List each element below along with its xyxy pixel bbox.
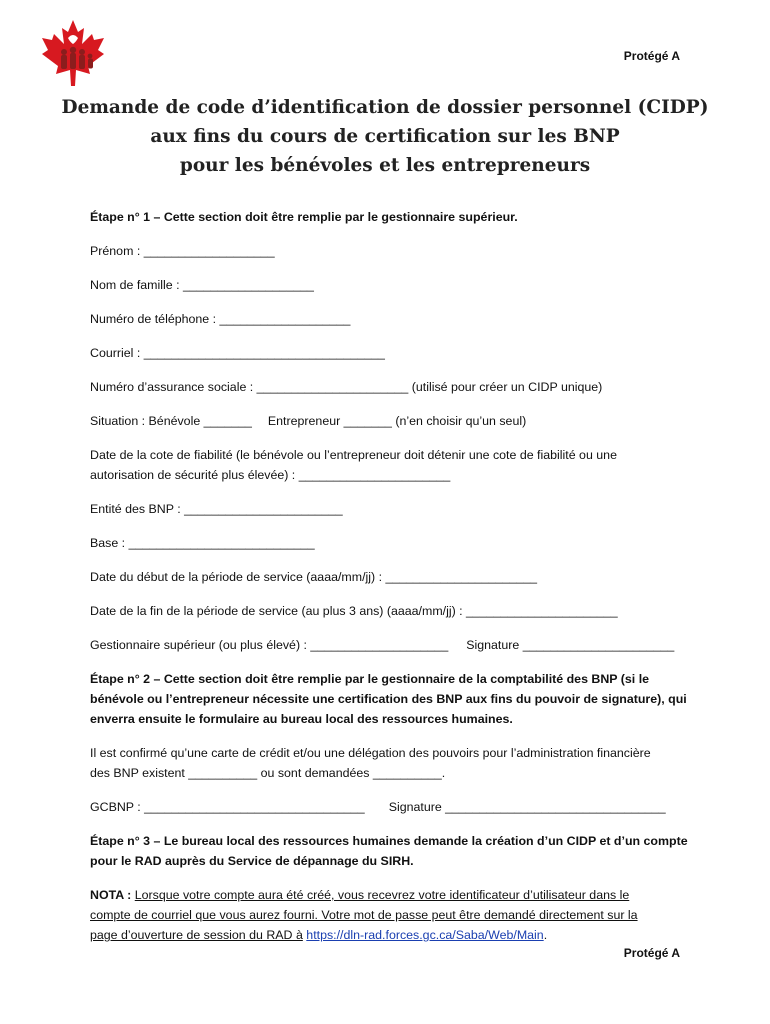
page-title <box>40 93 730 180</box>
nas-row <box>90 377 690 397</box>
confirm-line-1: Il est confirmé qu’une carte de crédit et/ou une délégation des pouvoirs pour l’administration financière <box>90 746 651 760</box>
cote-fiabilite-field[interactable] <box>90 445 690 485</box>
date-debut-field[interactable]: Date du début de la période de service (aaaa/mm/jj) : ______________________ <box>90 570 538 584</box>
nom-field[interactable]: Nom de famille : ___________________ <box>90 278 314 292</box>
title-line-3: pour les bénévoles et les entrepreneurs <box>179 155 591 176</box>
nota-line-2: compte de courriel que vous aurez fourni. Votre mot de passe peut être demandé directement sur la <box>90 908 638 922</box>
nas-note: (utilisé pour créer un CIDP unique) <box>411 380 603 394</box>
nas-field[interactable]: Numéro d’assurance sociale : ______________________ <box>90 380 409 394</box>
situation-entrepreneur-field[interactable]: Entrepreneur _______ (n’en choisir qu’un seul) <box>267 414 527 428</box>
step2-heading-line-3: enverra ensuite le formulaire au bureau local des ressources humaines. <box>90 712 513 726</box>
nota-paragraph <box>90 885 690 945</box>
form-body <box>90 207 690 959</box>
entite-field[interactable]: Entité des BNP : _______________________ <box>90 502 343 516</box>
title-line-1: Demande de code d’identification de dossier personnel (CIDP) <box>61 97 709 118</box>
gcbnp-signature-field[interactable]: Signature ________________________________ <box>388 800 666 814</box>
step3-heading <box>90 831 690 871</box>
courriel-field[interactable]: Courriel : ___________________________________ <box>90 346 385 360</box>
title-line-2: aux fins du cours de certification sur les BNP <box>150 126 620 147</box>
step2-heading-line-2: bénévole ou l’entrepreneur nécessite une certification des BNP aux fins du pouvoir de signature), qui <box>90 692 687 706</box>
gestionnaire-field[interactable]: Gestionnaire supérieur (ou plus élevé) : ____________________ <box>90 638 449 652</box>
nota-label: NOTA : <box>90 888 132 902</box>
step2-heading <box>90 669 690 729</box>
gcbnp-row <box>90 797 690 817</box>
date-fin-field[interactable]: Date de la fin de la période de service (au plus 3 ans) (aaaa/mm/jj) : ______________________ <box>90 604 618 618</box>
nota-line-3-suffix: . <box>543 928 548 942</box>
nota-line-3-prefix: page d’ouverture de session du RAD à <box>90 928 303 942</box>
confirmation-field[interactable] <box>90 743 690 783</box>
step3-heading-line-1: Étape n° 3 – Le bureau local des ressources humaines demande la création d’un CIDP et d’un compte <box>90 834 688 848</box>
base-field[interactable]: Base : ___________________________ <box>90 536 315 550</box>
maple-leaf-logo <box>40 18 106 88</box>
rad-login-link[interactable]: https://dln-rad.forces.gc.ca/Saba/Web/Main <box>306 928 544 942</box>
classification-top: Protégé A <box>623 49 680 63</box>
step1-heading: Étape n° 1 – Cette section doit être remplie par le gestionnaire supérieur. <box>90 210 518 224</box>
confirm-line-2: des BNP existent __________ ou sont demandées __________. <box>90 766 446 780</box>
situation-benevole-field[interactable]: Situation : Bénévole _______ <box>90 414 252 428</box>
step2-heading-line-1: Étape n° 2 – Cette section doit être remplie par le gestionnaire de la comptabilité des BNP (si le <box>90 672 650 686</box>
cote-line-2: autorisation de sécurité plus élevée) : ______________________ <box>90 468 451 482</box>
step3-heading-line-2: pour le RAD auprès du Service de dépannage du SIRH. <box>90 854 414 868</box>
telephone-field[interactable]: Numéro de téléphone : ___________________ <box>90 312 351 326</box>
nota-line-1: Lorsque votre compte aura été créé, vous recevrez votre identificateur d’utilisateur dans le <box>134 888 630 902</box>
situation-row <box>90 411 690 431</box>
gcbnp-field[interactable]: GCBNP : ________________________________ <box>90 800 365 814</box>
classification-bottom: Protégé A <box>623 946 680 960</box>
gestionnaire-signature-field[interactable]: Signature ______________________ <box>466 638 675 652</box>
cote-line-1: Date de la cote de fiabilité (le bénévole ou l’entrepreneur doit détenir une cote de fiabilité ou une <box>90 448 617 462</box>
prenom-field[interactable]: Prénom : ___________________ <box>90 244 275 258</box>
gestionnaire-row <box>90 635 690 655</box>
